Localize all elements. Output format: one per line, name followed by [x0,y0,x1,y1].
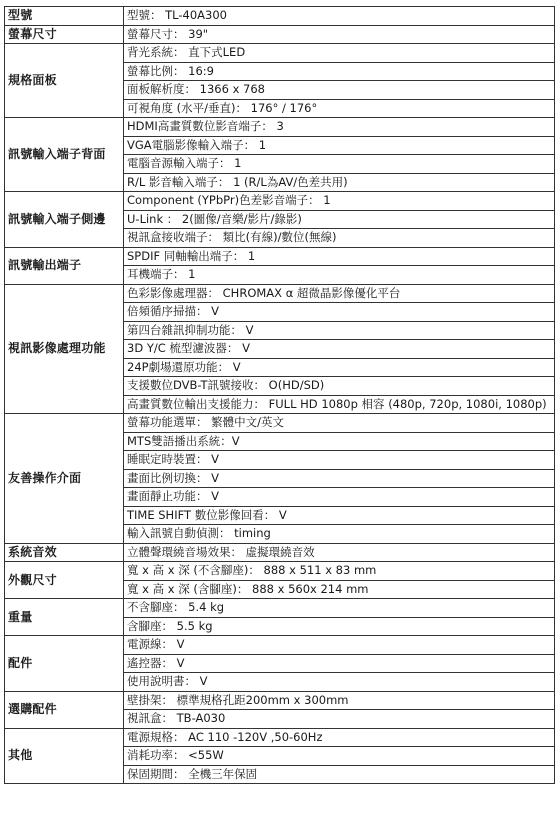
spec-row [5,44,555,63]
spec-value: 保固期間： 全機三年保固 [124,765,555,784]
spec-category-label: 重量 [5,599,124,636]
spec-category-label: 系統音效 [5,543,124,562]
spec-value: 色彩影像處理器： CHROMAX α 超微晶影像優化平台 [124,284,555,303]
spec-value: TIME SHIFT 數位影像回看： V [124,506,555,525]
spec-value: 面板解析度： 1366 x 768 [124,81,555,100]
spec-value: 高畫質數位輸出支援能力： FULL HD 1080p 相容 (480p, 720p, 1080i, 1080p) [124,395,555,414]
spec-value: MTS雙語播出系統：V [124,432,555,451]
spec-value: 視訊盒： TB-A030 [124,710,555,729]
spec-value: 畫面靜止功能： V [124,488,555,507]
spec-value: HDMI高畫質數位影音端子： 3 [124,118,555,137]
spec-category-label: 視訊影像處理功能 [5,284,124,414]
spec-row [5,284,555,303]
spec-row [5,562,555,581]
spec-value: 不含腳座： 5.4 kg [124,599,555,618]
spec-category-label: 訊號輸出端子 [5,247,124,284]
spec-value: 螢幕功能選單： 繁體中文/英文 [124,414,555,433]
spec-row [5,636,555,655]
spec-value: 支援數位DVB-T訊號接收： O(HD/SD) [124,377,555,396]
spec-category-label: 選購配件 [5,691,124,728]
spec-value: U-Link ： 2(圖像/音樂/影片/錄影) [124,210,555,229]
spec-value: 電源線： V [124,636,555,655]
spec-value: 寬 x 高 x 深 (不含腳座)： 888 x 511 x 83 mm [124,562,555,581]
spec-value: 螢幕尺寸： 39" [124,25,555,44]
spec-category-label: 訊號輸入端子側邊 [5,192,124,248]
spec-value: 3D Y/C 梳型濾波器： V [124,340,555,359]
spec-row [5,247,555,266]
spec-value: SPDIF 同軸輸出端子： 1 [124,247,555,266]
spec-value: 耳機端子： 1 [124,266,555,285]
spec-value: 輸入訊號自動偵測： timing [124,525,555,544]
spec-row [5,414,555,433]
spec-row [5,25,555,44]
spec-row [5,7,555,26]
spec-value: VGA電腦影像輸入端子： 1 [124,136,555,155]
spec-value: R/L 影音輸入端子： 1 (R/L為AV/色差共用) [124,173,555,192]
spec-value: 電腦音源輸入端子： 1 [124,155,555,174]
spec-value: 背光系統： 直下式LED [124,44,555,63]
spec-category-label: 友善操作介面 [5,414,124,544]
spec-row [5,599,555,618]
spec-value: 遙控器： V [124,654,555,673]
spec-category-label: 外觀尺寸 [5,562,124,599]
spec-value: 消耗功率： <55W [124,747,555,766]
spec-value: 寬 x 高 x 深 (含腳座)： 888 x 560x 214 mm [124,580,555,599]
spec-category-label: 型號 [5,7,124,26]
spec-value: 畫面比例切換： V [124,469,555,488]
spec-value: 電源規格： AC 110 -120V ,50-60Hz [124,728,555,747]
spec-value: 型號： TL-40A300 [124,7,555,26]
spec-value: 使用說明書： V [124,673,555,692]
spec-value: 含腳座： 5.5 kg [124,617,555,636]
spec-value: 倍頻循序掃描： V [124,303,555,322]
spec-row [5,728,555,747]
spec-row [5,543,555,562]
spec-table-body [5,7,555,784]
spec-value: 螢幕比例： 16:9 [124,62,555,81]
spec-category-label: 訊號輸入端子背面 [5,118,124,192]
spec-value: 可視角度 (水平/垂直)： 176° / 176° [124,99,555,118]
spec-value: Component (YPbPr)色差影音端子： 1 [124,192,555,211]
spec-row [5,192,555,211]
spec-value: 立體聲環繞音場效果： 虛擬環繞音效 [124,543,555,562]
spec-value: 24P劇場還原功能： V [124,358,555,377]
spec-category-label: 其他 [5,728,124,784]
spec-value: 壁掛架： 標準規格孔距200mm x 300mm [124,691,555,710]
spec-category-label: 規格面板 [5,44,124,118]
spec-table [4,6,555,784]
spec-category-label: 配件 [5,636,124,692]
spec-value: 視訊盒接收端子： 類比(有線)/數位(無線) [124,229,555,248]
spec-value: 睡眠定時裝置： V [124,451,555,470]
spec-category-label: 螢幕尺寸 [5,25,124,44]
spec-value: 第四台雜訊抑制功能： V [124,321,555,340]
spec-row [5,691,555,710]
spec-row [5,118,555,137]
